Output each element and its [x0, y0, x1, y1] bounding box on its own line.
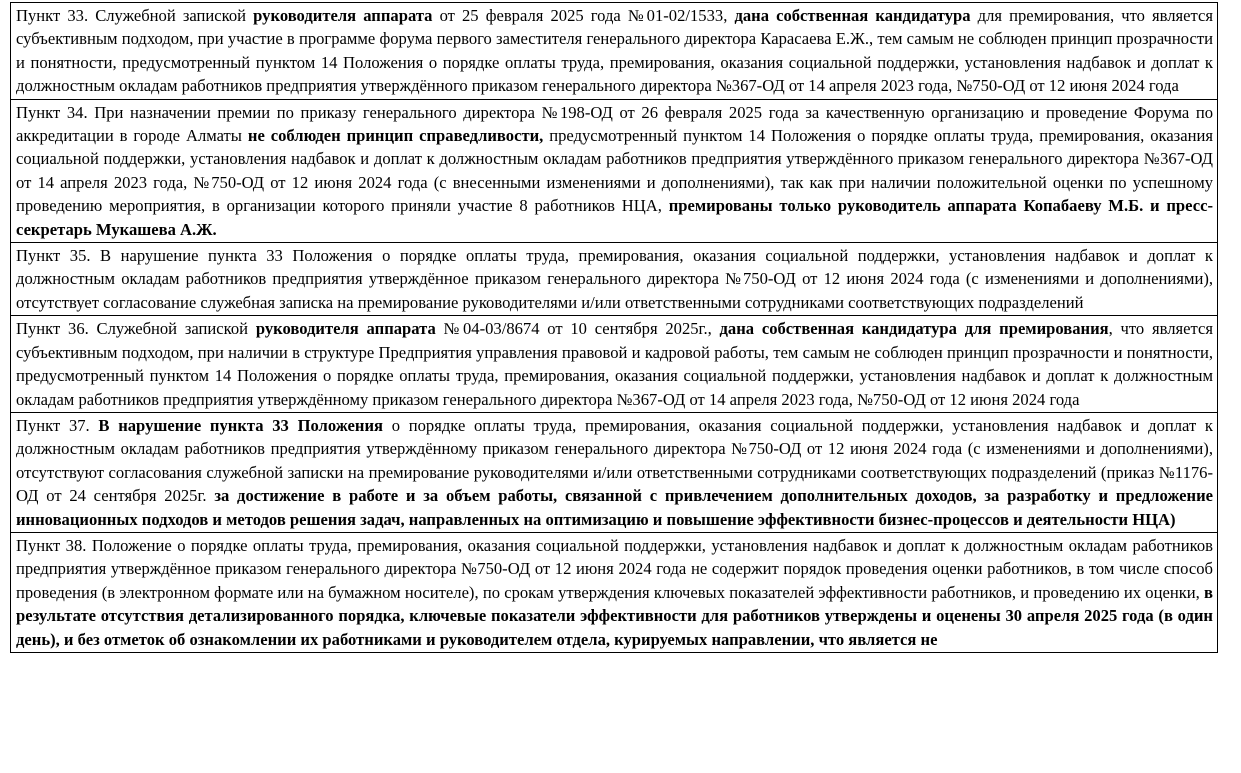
finding-item-36 — [11, 316, 1217, 413]
emphasis-run: дана собственная кандидатура — [734, 6, 971, 25]
text-run: предусмотренный пунктом 14 Положения о порядке оплаты труда, премирования, оказания социальной поддержки, установления надбавок и доплат к должностным окладам работников предприятия утверждённого приказом генерального директора №367-ОД от 14 апреля 2023 года, №750-ОД от 12 июня 2024 года (с внесенными изменениями и дополнениями), так как при наличии положительной оценки по успешному проведению мероприятия, в организации которого приняли участие 8 работников НЦА, — [16, 126, 1213, 216]
text-run: о порядке оплаты труда, премирования, оказания социальной поддержки, установления надбавок и доплат к должностным окладам работников предприятия утверждённому приказом генерального директора №750-ОД от 12 июня 2024 года (с изменениями и дополнениями), отсутствуют согласования служебной записки на премирование руководителями и/или ответственными сотрудниками соответствующих подразделений (приказ №1176-ОД от 24 сентября 2025г. — [16, 415, 1213, 506]
emphasis-run: руководителя аппарата — [255, 319, 436, 339]
finding-item-33 — [11, 3, 1217, 100]
text-run: Пункт 34. При назначении премии по приказу генерального директора №198-ОД от 26 февраля 2025 года за качественную организацию и проведение Форума по аккредитации в городе Алматы — [16, 102, 1213, 146]
text-run: от 25 февраля 2025 года №01-02/1533, — [432, 6, 735, 25]
finding-item-37 — [11, 413, 1217, 533]
emphasis-run: за достижение в работе и за объем работы, связанной с привлечением дополнительных доходов, за разработку и предложение инновационных подходов и методов решения задач, направленных на оптимизацию и повышение эффективности бизнес-процессов и деятельности НЦА) — [16, 486, 1213, 529]
finding-item-34 — [11, 100, 1217, 243]
emphasis-run: премированы только руководитель аппарата Копабаеву М.Б. и пресс-секретарь Мукашева А.Ж. — [16, 196, 1213, 239]
emphasis-run: в результате отсутствия детализированного порядка, ключевые показатели эффективности для работников утверждены и оценены 30 апреля 2025 года (в один день), и без отметок об ознакомлении их работниками и руководителем отдела, курируемых направлении, что является не — [16, 582, 1213, 649]
text-run: №04-03/8674 от 10 сентября 2025г., — [435, 319, 720, 339]
finding-item-35 — [11, 243, 1217, 316]
emphasis-run: дана собственная кандидатура для премирования — [719, 319, 1109, 339]
emphasis-run: не соблюден принцип справедливости, — [247, 126, 544, 146]
text-run: Пункт 33. Служебной запиской — [16, 6, 254, 25]
findings-table — [10, 2, 1218, 653]
emphasis-run: руководителя аппарата — [253, 6, 433, 25]
text-run: , что является субъективным подходом, при наличии в структуре Предприятия управления правовой и кадровой работы, тем самым не соблюден принцип прозрачности и понятности, предусмотренный пунктом 14 Положения о порядке оплаты труда, премирования, оказания социальной поддержки, установления надбавок и доплат к должностным окладам работников предприятия утверждённому приказом генерального директора №367-ОД от 14 апреля 2023 года, №750-ОД от 12 июня 2024 года — [16, 319, 1213, 409]
emphasis-run: В нарушение пункта 33 Положения — [98, 415, 384, 435]
text-run: Пункт 37. — [16, 415, 99, 435]
text-run: Пункт 36. Служебной запиской — [16, 319, 256, 339]
text-run: Пункт 35. В нарушение пункта 33 Положения о порядке оплаты труда, премирования, оказания социальной поддержки, установления надбавок и доплат к должностным окладам работников предприятия утверждённое приказом генерального директора №750-ОД от 12 июня 2024 года (с изменениями и дополнениями), отсутствует согласование служебная записка на премирование руководителями и/или ответственными сотрудниками соответствующих подразделений — [16, 246, 1213, 312]
finding-item-38 — [11, 533, 1217, 653]
text-run: для премирования, что является субъективным подходом, при участие в программе форума первого заместителя генерального директора Карасаева Е.Ж., тем самым не соблюден принцип прозрачности и понятности, предусмотренный пунктом 14 Положения о порядке оплаты труда, премирования, оказания социальной поддержки, установления надбавок и доплат к должностным окладам работников предприятия утверждённого приказом генерального директора №367-ОД от 14 апреля 2023 года, №750-ОД от 12 июня 2024 года — [16, 6, 1213, 96]
text-run: Пункт 38. Положение о порядке оплаты труда, премирования, оказания социальной поддержки, установления надбавок и доплат к должностным окладам работников предприятия утверждённое приказом генерального директора №750-ОД от 12 июня 2024 года не содержит порядок проведения оценки работников, в том числе способ проведения (в электронном формате или на бумажном носителе), по срокам утверждения ключевых показателей эффективности работников, и проведению их оценки, — [16, 535, 1213, 602]
